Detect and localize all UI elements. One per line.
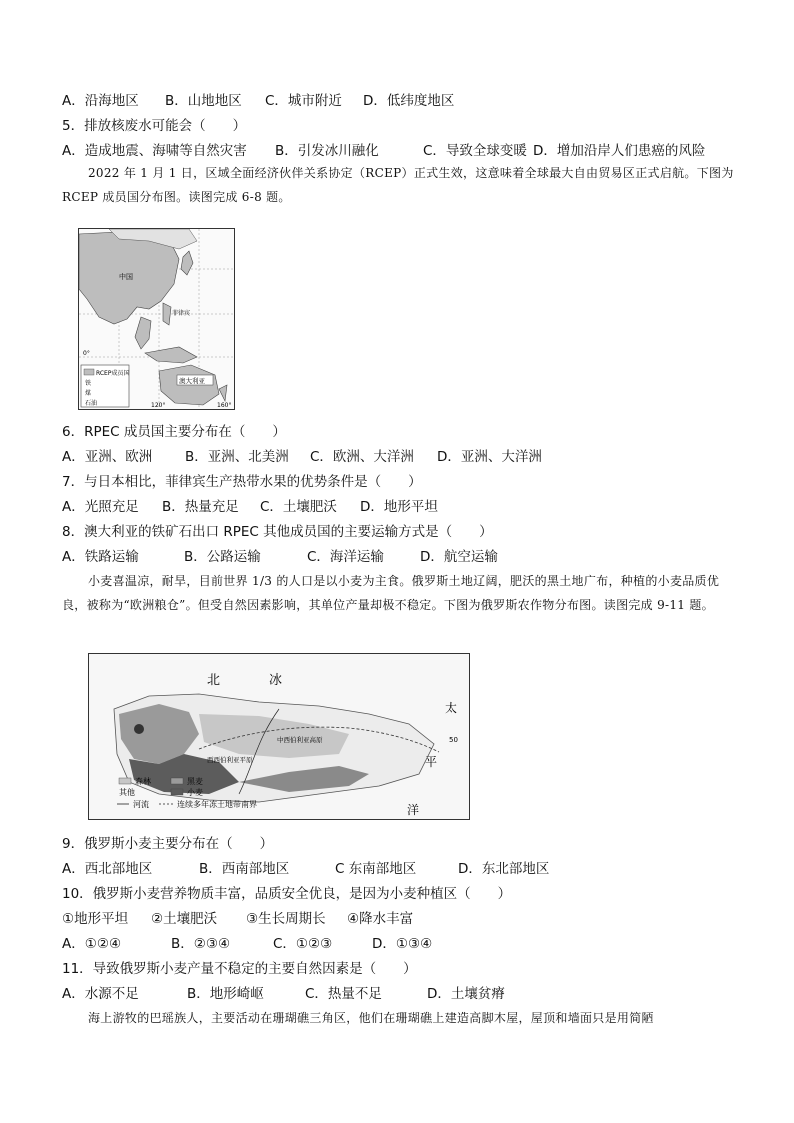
q7-option-a[interactable]: A．光照充足: [62, 499, 139, 515]
pacific-label-ping: 平: [425, 755, 438, 769]
q8-options: [62, 548, 498, 566]
q11-option-b[interactable]: B．地形崎岖: [187, 986, 264, 1002]
arctic-label-ice: 冰: [269, 673, 283, 688]
q9-option-a[interactable]: A．西北部地区: [62, 861, 153, 877]
passage-russia-wheat: 小麦喜温凉，耐旱，目前世界 1/3 的人口是以小麦为主食。俄罗斯土地辽阔，肥沃的黑土地广布，种植的小麦品质优良，被称为“欧洲粮仓”。但受自然因素影响，其单位产量却极不稳定。下图为俄罗斯农作物分布图。读图完成 9-11 题。: [62, 574, 720, 612]
russia-crop-map-svg: [89, 654, 469, 819]
china-label: 中国: [119, 273, 133, 281]
q6-options: [62, 448, 542, 466]
q6-option-b[interactable]: B．亚洲、北美洲: [185, 449, 289, 465]
russia-crop-map: [88, 653, 470, 820]
q11-options: [62, 985, 505, 1003]
q7-options: [62, 498, 438, 516]
passage-bajau: 海上游牧的巴瑶族人，主要活动在珊瑚礁三角区，他们在珊瑚礁上建造高脚木屋，屋顶和墙面只是用简陋: [88, 1011, 654, 1025]
q10-condition-4: ④降水丰富: [347, 911, 414, 927]
legend-wheat-label: 小麦: [187, 788, 203, 797]
q5-option-a[interactable]: A．造成地震、海啸等自然灾害: [62, 143, 247, 159]
q4-option-d[interactable]: D．低纬度地区: [363, 93, 455, 109]
plateau-label: 中西伯利亚高原: [277, 736, 323, 744]
q4-options: [62, 92, 454, 110]
plain-label: 西西伯利亚平原: [207, 756, 253, 764]
q10-condition-1: ①地形平坦: [62, 911, 129, 927]
q11-option-a[interactable]: A．水源不足: [62, 986, 139, 1002]
philippines-label: 菲律宾: [172, 310, 191, 317]
q6-stem: 6．RPEC 成员国主要分布在（ ）: [62, 424, 286, 440]
q8-option-d[interactable]: D．航空运输: [420, 549, 498, 565]
legend-oil-label: 石油: [85, 400, 98, 407]
rcep-map: [78, 228, 235, 410]
lon-160-label: 160°: [217, 402, 232, 409]
q5-option-c[interactable]: C．导致全球变暖: [423, 143, 527, 159]
q5-option-b[interactable]: B．引发冰川融化: [275, 143, 379, 159]
rcep-map-svg: [79, 229, 234, 409]
q8-option-c[interactable]: C．海洋运输: [307, 549, 384, 565]
q10-condition-3: ③生长周期长: [246, 911, 326, 927]
q4-option-c[interactable]: C．城市附近: [265, 93, 342, 109]
q5-options: [62, 142, 705, 160]
q9-option-c[interactable]: C 东南部地区: [335, 861, 417, 877]
legend-river-label: 河流: [133, 800, 149, 809]
q5-option-d[interactable]: D．增加沿岸人们患癌的风险: [533, 143, 706, 159]
legend-rcep-label: RCEP成员国: [96, 370, 130, 377]
q10-stem: 10．俄罗斯小麦营养物质丰富，品质安全优良，是因为小麦种植区（ ）: [62, 886, 512, 902]
lat-50-label: 50: [449, 736, 458, 744]
q10-conditions: [62, 910, 413, 928]
q7-option-d[interactable]: D．地形平坦: [360, 499, 438, 515]
q10-condition-2: ②土壤肥沃: [151, 911, 218, 927]
q5-stem: 5．排放核废水可能会（ ）: [62, 118, 247, 134]
q11-stem: 11．导致俄罗斯小麦产量不稳定的主要自然因素是（ ）: [62, 961, 417, 977]
q11-option-c[interactable]: C．热量不足: [305, 986, 382, 1002]
q7-option-b[interactable]: B．热量充足: [162, 499, 239, 515]
q10-options: [62, 935, 432, 953]
q6-option-d[interactable]: D．亚洲、大洋洲: [437, 449, 542, 465]
q6-option-a[interactable]: A．亚洲、欧洲: [62, 449, 153, 465]
q10-option-a[interactable]: A．①②④: [62, 936, 122, 952]
pacific-label-yang: 洋: [407, 803, 420, 817]
legend-iron-label: 铁: [85, 380, 92, 387]
q8-option-b[interactable]: B．公路运输: [184, 549, 261, 565]
q10-option-b[interactable]: B．②③④: [171, 936, 231, 952]
q9-stem: 9．俄罗斯小麦主要分布在（ ）: [62, 836, 274, 852]
australia-label: 澳大利亚: [179, 377, 205, 385]
q9-options: [62, 860, 549, 878]
legend-permafrost-label: 连续多年冻土地带南界: [177, 800, 257, 809]
q11-option-d[interactable]: D．土壤贫瘠: [427, 986, 505, 1002]
q8-stem: 8．澳大利亚的铁矿石出口 RPEC 其他成员国的主要运输方式是（ ）: [62, 524, 493, 540]
passage-rcep: 2022 年 1 月 1 日，区域全面经济伙伴关系协定（RCEP）正式生效，这意味着全球最大自由贸易区正式启航。下图为 RCEP 成员国分布图。读图完成 6-8 题。: [62, 166, 734, 204]
lat-0-label: 0°: [83, 350, 90, 357]
q10-option-c[interactable]: C．①②③: [273, 936, 333, 952]
q4-option-b[interactable]: B．山地地区: [165, 93, 242, 109]
pacific-label-tai: 太: [445, 701, 458, 715]
q9-option-d[interactable]: D．东北部地区: [458, 861, 550, 877]
lon-120-label: 120°: [151, 402, 166, 409]
legend-forest-label: 森林: [135, 777, 151, 786]
q10-option-d[interactable]: D．①③④: [372, 936, 433, 952]
arctic-label-north: 北: [207, 673, 221, 688]
q9-option-b[interactable]: B．西南部地区: [199, 861, 290, 877]
legend-rye-label: 黑麦: [187, 777, 203, 786]
q8-option-a[interactable]: A．铁路运输: [62, 549, 139, 565]
q4-option-a[interactable]: A．沿海地区: [62, 93, 139, 109]
q7-stem: 7．与日本相比，菲律宾生产热带水果的优势条件是（ ）: [62, 474, 422, 490]
legend-coal-label: 煤: [85, 390, 92, 397]
q7-option-c[interactable]: C．土壤肥沃: [260, 499, 337, 515]
q6-option-c[interactable]: C．欧洲、大洋洲: [310, 449, 414, 465]
legend-other-label: 其他: [119, 788, 135, 797]
